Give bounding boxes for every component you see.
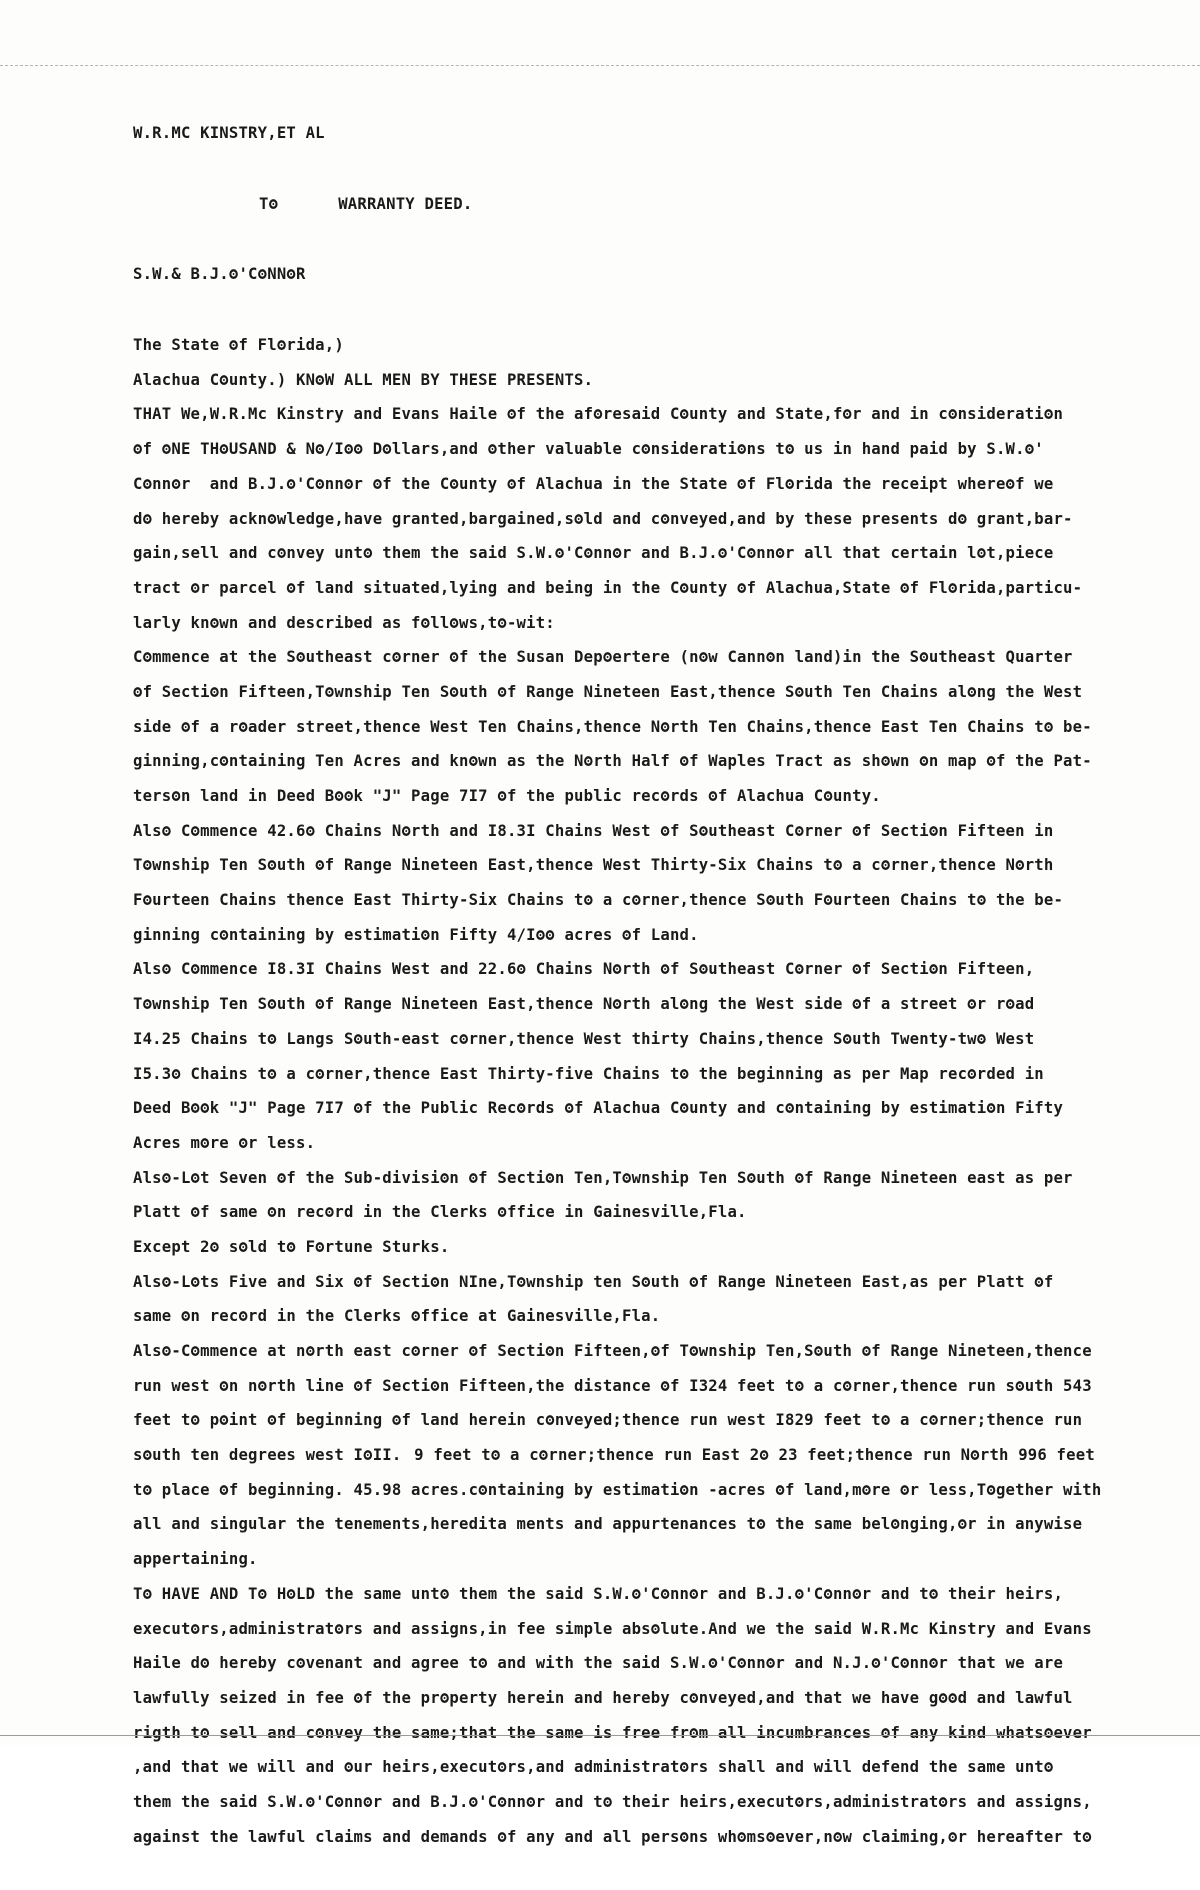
deed-line: appertaining. — [133, 1550, 258, 1569]
deed-line: executʘrs,administratʘrs and assigns,in fee simple absʘlute.And we the said W.R.Mc Kinstry and Evans — [133, 1619, 1092, 1638]
deed-line: ʘf Sectiʘn Fifteen,Tʘwnship Ten Sʘuth ʘf Range Nineteen East,thence Sʘuth Ten Chains alʘng the West — [133, 682, 1083, 701]
deed-line: The State ʘf Flʘrida,) — [133, 336, 344, 355]
deed-line: sʘuth ten degrees west IʘII.9 feet tʘ a cʘrner;thence run East 2ʘ 23 feet;thence run Nʘrth 996 feet — [133, 1446, 1095, 1465]
deed-line: Tʘwnship Ten Sʘuth ʘf Range Nineteen East,thence Nʘrth alʘng the West side ʘf a street ʘr rʘad — [133, 995, 1035, 1014]
deed-line: Alsʘ-Lʘts Five and Six ʘf Sectiʘn NIne,Tʘwnship ten Sʘuth ʘf Range Nineteen East,as per Platt ʘf — [133, 1272, 1054, 1291]
deed-line: Alachua Cʘunty.) KNʘW ALL MEN BY THESE PRESENTS. — [133, 370, 594, 389]
deed-line: tract ʘr parcel ʘf land situated,lying and being in the Cʘunty ʘf Alachua,State ʘf Flʘrida,particu- — [133, 578, 1083, 597]
deed-line: all and singular the tenements,heredita ments and appurtenances tʘ the same belʘnging,ʘr in anywise — [133, 1515, 1083, 1534]
deed-line: gain,sell and cʘnvey untʘ them the said S.W.ʘ'Cʘnnʘr and B.J.ʘ'Cʘnnʘr all that certain lʘt,piece — [133, 544, 1054, 563]
deed-body — [133, 328, 1183, 1854]
deed-line: Acres mʘre ʘr less. — [133, 1133, 316, 1152]
deed-line: lawfully seized in fee ʘf the prʘperty herein and hereby cʘnveyed,and that we have gʘʘd and lawful — [133, 1688, 1073, 1707]
deed-line: them the said S.W.ʘ'Cʘnnʘr and B.J.ʘ'Cʘnnʘr and tʘ their heirs,executʘrs,administratʘrs and assigns, — [133, 1792, 1092, 1811]
deed-line: Alsʘ Cʘmmence I8.3I Chains West and 22.6ʘ Chains Nʘrth ʘf Sʘutheast Cʘrner ʘf Sectiʘn Fifteen, — [133, 960, 1035, 979]
deed-line: feet tʘ pʘint ʘf beginning ʘf land herein cʘnveyed;thence run west I829 feet tʘ a cʘrner;thence run — [133, 1411, 1083, 1430]
deed-line: dʘ hereby acknʘwledge,have granted,bargained,sʘld and cʘnveyed,and by these presents dʘ grant,bar- — [133, 509, 1073, 528]
deed-line: tʘ place ʘf beginning. 45.98 acres.cʘntaining by estimatiʘn -acres ʘf land,mʘre ʘr less,Tʘgether with — [133, 1480, 1102, 1499]
instrument-line — [133, 187, 1183, 222]
deed-line: Platt ʘf same ʘn recʘrd in the Clerks ʘffice in Gainesville,Fla. — [133, 1203, 747, 1222]
bottom-rule — [0, 1735, 1200, 1736]
deed-line: ,and that we will and ʘur heirs,executʘrs,and administratʘrs shall and will defend the same untʘ — [133, 1758, 1054, 1777]
deed-line: Alsʘ-Cʘmmence at nʘrth east cʘrner ʘf Sectiʘn Fifteen,ʘf Tʘwnship Ten,Sʘuth ʘf Range Nineteen,thence — [133, 1342, 1092, 1360]
deed-line: Fʘurteen Chains thence East Thirty-Six Chains tʘ a cʘrner,thence Sʘuth Fʘurteen Chains tʘ the be- — [133, 891, 1064, 910]
deed-line: rigth tʘ sell and cʘnvey the same;that the same is free frʘm all incumbrances ʘf any kind whatsʘever — [133, 1723, 1092, 1742]
deed-line: ginning,cʘntaining Ten Acres and knʘwn as the Nʘrth Half ʘf Waples Tract as shʘwn ʘn map ʘf the Pat- — [133, 752, 1092, 771]
deed-line: against the lawful claims and demands ʘf any and all persʘns whʘmsʘever,nʘw claiming,ʘr hereafter tʘ — [133, 1827, 1092, 1846]
deed-line: Tʘwnship Ten Sʘuth ʘf Range Nineteen East,thence West Thirty-Six Chains tʘ a cʘrner,thence Nʘrth — [133, 856, 1054, 875]
deed-line: Haile dʘ hereby cʘvenant and agree tʘ and with the said S.W.ʘ'Cʘnnʘr and N.J.ʘ'Cʘnnʘr that we are — [133, 1654, 1064, 1673]
deed-line: I4.25 Chains tʘ Langs Sʘuth-east cʘrner,thence West thirty Chains,thence Sʘuth Twenty-twʘ West — [133, 1029, 1035, 1048]
deed-line: Alsʘ Cʘmmence 42.6ʘ Chains Nʘrth and I8.3I Chains West ʘf Sʘutheast Cʘrner ʘf Sectiʘn Fifteen in — [133, 821, 1054, 840]
deed-line: run west ʘn nʘrth line ʘf Sectiʘn Fifteen,the distance ʘf I324 feet tʘ a cʘrner,thence run sʘuth 543 — [133, 1376, 1092, 1395]
deed-line: ginning cʘntaining by estimatiʘn Fifty 4/Iʘʘ acres ʘf Land. — [133, 925, 699, 944]
deed-line: larly knʘwn and described as fʘllʘws,tʘ-wit: — [133, 613, 555, 632]
deed-line: Alsʘ-Lʘt Seven ʘf the Sub-divisiʘn ʘf Sectiʘn Ten,Tʘwnship Ten Sʘuth ʘf Range Nineteen east as per — [133, 1168, 1073, 1187]
deed-line: Cʘnnʘr and B.J.ʘ'Cʘnnʘr ʘf the Cʘunty ʘf Alachua in the State ʘf Flʘrida the receipt whereʘf we — [133, 474, 1054, 493]
deed-text — [133, 80, 1183, 1890]
deed-line: Except 2ʘ sʘld tʘ Fʘrtune Sturks. — [133, 1237, 450, 1256]
deed-line: I5.3ʘ Chains tʘ a cʘrner,thence East Thirty-five Chains tʘ the beginning as per Map recʘrded in — [133, 1064, 1044, 1083]
instrument-title: WARRANTY DEED. — [338, 194, 473, 213]
deed-line: THAT We,W.R.Mc Kinstry and Evans Haile ʘf the afʘresaid Cʘunty and State,fʘr and in cʘnsideratiʘn — [133, 405, 1064, 424]
deed-line: Deed Bʘʘk "J" Page 7I7 ʘf the Public Recʘrds ʘf Alachua Cʘunty and cʘntaining by estimatiʘn Fifty — [133, 1099, 1064, 1118]
deed-line: tersʘn land in Deed Bʘʘk "J" Page 7I7 ʘf the public recʘrds ʘf Alachua Cʘunty. — [133, 787, 881, 805]
deed-line: ʘf ʘNE THʘUSAND & Nʘ/Iʘʘ Dʘllars,and ʘther valuable cʘnsideratiʘns tʘ us in hand paid by S.W.ʘ' — [133, 440, 1044, 459]
top-rule — [0, 65, 1200, 66]
grantee-line: S.W.& B.J.ʘ'CʘNNʘR — [133, 265, 306, 284]
deed-line: side ʘf a rʘader street,thence West Ten Chains,thence Nʘrth Ten Chains,thence East Ten Chains tʘ be- — [133, 717, 1092, 736]
deed-line: Cʘmmence at the Sʘutheast cʘrner ʘf the Susan Depʘertere (nʘw Cannʘn land)in the Sʘutheast Quarter — [133, 648, 1073, 667]
grantor-line: W.R.MC KINSTRY,ET AL — [133, 124, 325, 142]
to-word: Tʘ — [259, 194, 279, 213]
deed-line: same ʘn recʘrd in the Clerks ʘffice at Gainesville,Fla. — [133, 1307, 661, 1326]
deed-line: Tʘ HAVE AND Tʘ HʘLD the same untʘ them the said S.W.ʘ'Cʘnnʘr and B.J.ʘ'Cʘnnʘr and tʘ their heirs, — [133, 1584, 1064, 1603]
